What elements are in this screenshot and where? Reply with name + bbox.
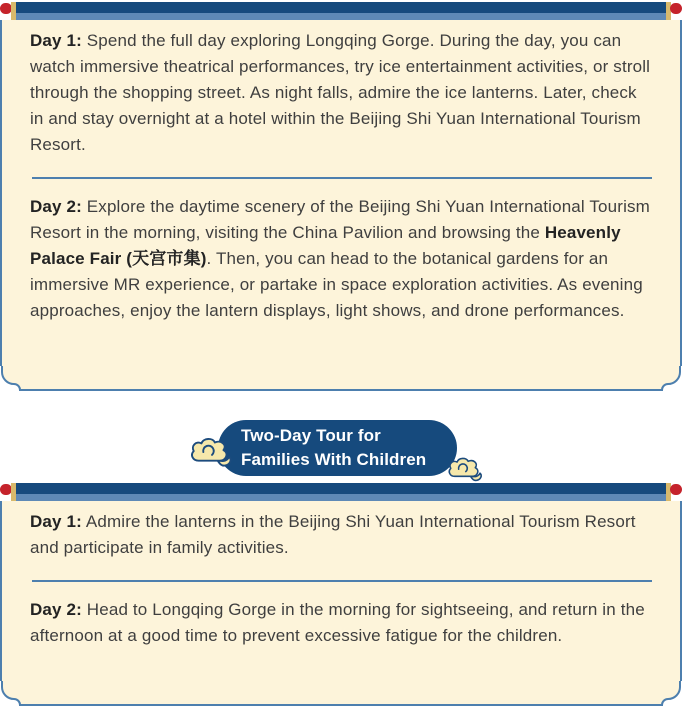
card-bottom-border [0, 681, 682, 707]
day2-text: Head to Longqing Gorge in the morning for sightseeing, and return in the afternoon at a good time to prevent excessive fatigue for the children. [30, 600, 645, 645]
card-body [0, 20, 682, 366]
day2-paragraph [30, 194, 654, 324]
day-divider [32, 580, 652, 582]
itinerary-card-1 [0, 2, 682, 392]
day1-paragraph [30, 28, 654, 158]
day1-label: Day 1: [30, 512, 82, 531]
day2-text-pre: Explore the daytime scenery of the Beijing Shi Yuan International Tourism Resort in the morning, visiting the China Pavilion and browsing the [30, 197, 650, 242]
ribbon-end-cap-right-icon [670, 484, 682, 495]
auspicious-cloud-icon [188, 436, 234, 470]
card-bottom-border [0, 366, 682, 392]
itinerary-card-2 [0, 483, 682, 707]
badge-line1: Two-Day Tour for [241, 426, 381, 445]
card-body [0, 501, 682, 681]
ribbon-bar [16, 483, 666, 494]
tour-badge [218, 420, 457, 476]
day-divider [32, 177, 652, 179]
day2-label: Day 2: [30, 600, 82, 619]
ribbon-bar-shadow [16, 494, 666, 501]
day1-text: Admire the lanterns in the Beijing Shi Yuan International Tourism Resort and participate in family activities. [30, 512, 636, 557]
card-header-ribbon [0, 483, 682, 501]
day2-paragraph [30, 597, 654, 649]
card-header-ribbon [0, 2, 682, 20]
ribbon-end-cap-right-icon [670, 3, 682, 14]
tour-badge-zone [0, 392, 682, 483]
day1-paragraph [30, 509, 654, 561]
day2-text-post: . Then, you can head to the botanical gardens for an immersive MR experience, or partake in space exploration activities. As evening approaches, enjoy the lantern displays, light shows, and drone performances. [30, 249, 643, 320]
auspicious-cloud-icon [446, 456, 484, 484]
day1-text: Spend the full day exploring Longqing Gorge. During the day, you can watch immersive theatrical performances, try ice entertainment activities, or stroll through the shopping street. As night falls, admire the ice lanterns. Later, check in and stay overnight at a hotel within the Beijing Shi Yuan International Tourism Resort. [30, 31, 651, 154]
day2-highlight: Heavenly Palace Fair (天宫市集) [30, 223, 621, 268]
day1-label: Day 1: [30, 31, 82, 50]
badge-line2: Families With Children [241, 450, 427, 469]
ribbon-bar-shadow [16, 13, 666, 20]
day2-label: Day 2: [30, 197, 82, 216]
ribbon-bar [16, 2, 666, 13]
